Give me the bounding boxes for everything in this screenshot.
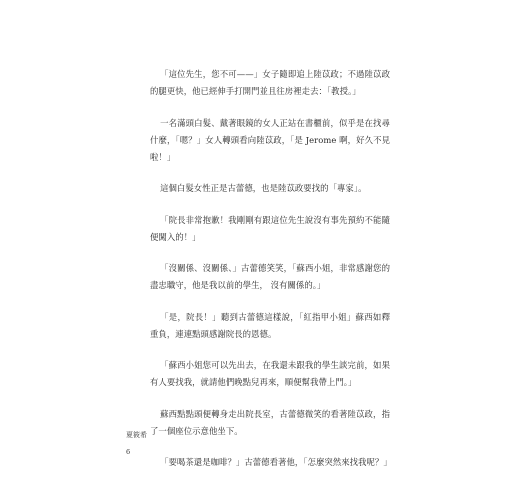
page-number: 6 xyxy=(126,448,131,456)
paragraph-9: 「要喝茶還是咖啡？」古蕾德看著他，「怎麼突然來找我呢？」 xyxy=(160,457,392,467)
paragraph-8: 蘇西點點頭便轉身走出院長室，古蕾德微笑的看著陸苡政，指了一個座位示意他坐下。 xyxy=(150,408,390,436)
paragraph-1: 「這位先生，您不可——」女子隨即追上陸苡政；不過陸苡政的腿更快，他已經伸手打開門並且往房裡走去：「教授。」 xyxy=(150,69,390,96)
paragraph-2: 一名滿頭白髮、戴著眼鏡的女人正站在書櫃前，似乎是在找尋什麼，「嗯？」女人轉頭看向陸苡政，「是 Jerome 啊，好久不見啦！」 xyxy=(150,117,390,162)
paragraph-5: 「沒關係、沒關係、」古蕾德笑笑，「蘇西小姐，非常感謝您的盡忠職守，他是我以前的學生， 沒有關係的。」 xyxy=(150,263,390,290)
paragraph-3: 這個白髮女性正是古蕾德，也是陸苡政要找的「專家」。 xyxy=(160,183,367,193)
paragraph-7: 「蘇西小姐您可以先出去，在我還未跟我的學生談完前，如果有人要找我，就請他們晚點兒再來，順便幫我帶上門。」 xyxy=(150,360,390,387)
paragraph-4: 「院長非常抱歉！我剛剛有跟這位先生說沒有事先預約不能隨便闖入的！」 xyxy=(150,214,390,242)
body-text xyxy=(150,66,390,486)
footer-author: 夏筱希 xyxy=(126,431,147,439)
paragraph-6: 「是，院長！」聽到古蕾德這樣說，「紅指甲小姐」蘇西如釋重負，連連點頭感謝院長的恩德。 xyxy=(150,311,390,339)
